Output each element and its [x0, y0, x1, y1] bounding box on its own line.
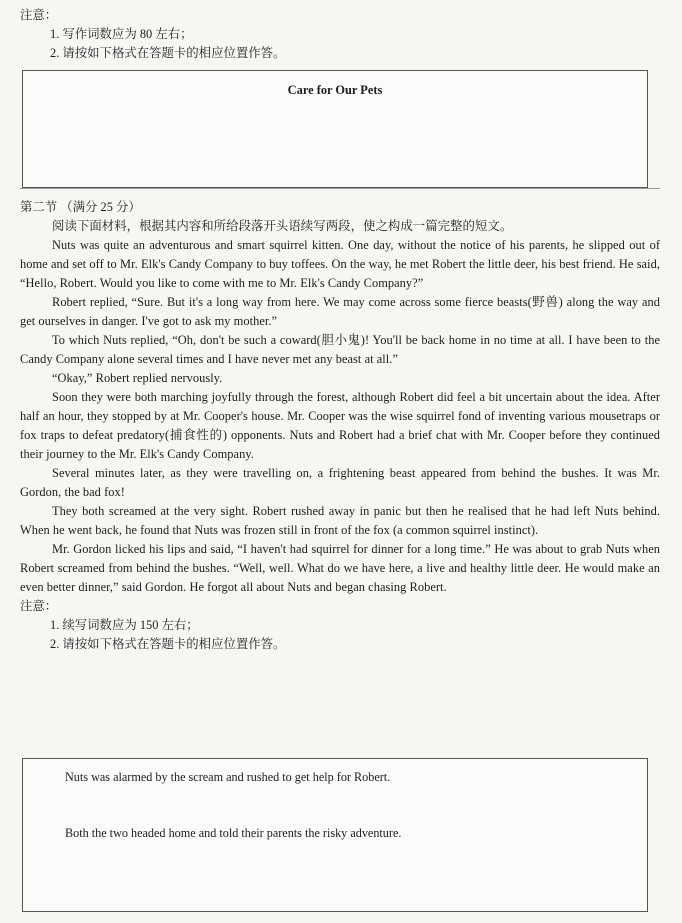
story-paragraph: “Okay,” Robert replied nervously. — [52, 371, 223, 385]
writing-notes — [20, 6, 660, 63]
section-title: 第二节 （满分 25 分） — [20, 200, 141, 214]
essay-title: Care for Our Pets — [287, 83, 383, 97]
story-paragraph: Nuts was quite an adventurous and smart squirrel kitten. One day, without the notice of his parents, he slipped out of home and set off to Mr. Elk's Candy Company to buy toffees. On the way, he met Robert the little deer, his best friend. He said, “Hello, Robert. Would you like to come with me to Mr. Elk's Candy Company?” — [20, 238, 660, 290]
note-item: 2. 请按如下格式在答题卡的相应位置作答。 — [50, 637, 286, 651]
story-paragraph: Several minutes later, as they were travelling on, a frightening beast appeared from behind the bushes. It was Mr. Gordon, the bad fox! — [20, 466, 660, 499]
story-paragraph: To which Nuts replied, “Oh, don't be such a coward(胆小鬼)! You'll be back home in no time at all. I have been to the Candy Company alone several times and I have never met any beast at all.” — [20, 333, 660, 366]
note-item: 2. 请按如下格式在答题卡的相应位置作答。 — [50, 46, 286, 60]
section-two — [20, 198, 660, 654]
instruction-text: 阅读下面材料，根据其内容和所给段落开头语续写两段，使之构成一篇完整的短文。 — [52, 219, 513, 233]
note-item: 1. 续写词数应为 150 左右； — [50, 618, 199, 632]
section-divider — [20, 188, 660, 189]
notes-title: 注意： — [20, 599, 58, 613]
paragraph-opener-2: Both the two headed home and told their parents the risky adventure. — [65, 826, 402, 840]
paragraph-opener-1: Nuts was alarmed by the scream and rushed to get help for Robert. — [65, 770, 391, 784]
writing-answer-box — [22, 70, 648, 188]
notes-title: 注意： — [20, 8, 58, 22]
story-paragraph: Mr. Gordon licked his lips and said, “I haven't had squirrel for dinner for a long time.” He was about to grab Nuts when Robert screamed from behind the bushes. “Well, well. What do we have here, a live and healthy little deer. He would make an even better dinner,” said Gordon. He forgot all about Nuts and began chasing Robert. — [20, 542, 660, 594]
story-paragraph: Robert replied, “Sure. But it's a long way from here. We may come across some fierce beasts(野兽) along the way and get ourselves in danger. I've got to ask my mother.” — [20, 295, 660, 328]
note-item: 1. 写作词数应为 80 左右； — [50, 27, 193, 41]
continuation-answer-box — [22, 758, 648, 912]
story-paragraph: Soon they were both marching joyfully through the forest, although Robert did feel a bit uncertain about the idea. After half an hour, they stopped by at Mr. Cooper's house. Mr. Cooper was the wise squirrel fond of inventing various mousetraps or fox traps to defeat predatory(捕食性的) opponents. Nuts and Robert had a brief chat with Mr. Cooper before they continued their journey to the Mr. Elk's Candy Company. — [20, 390, 660, 461]
story-paragraph: They both screamed at the very sight. Robert rushed away in panic but then he realised that he had left Nuts behind. When he went back, he found that Nuts was frozen still in front of the fox (a common squirrel instinct). — [20, 504, 660, 537]
